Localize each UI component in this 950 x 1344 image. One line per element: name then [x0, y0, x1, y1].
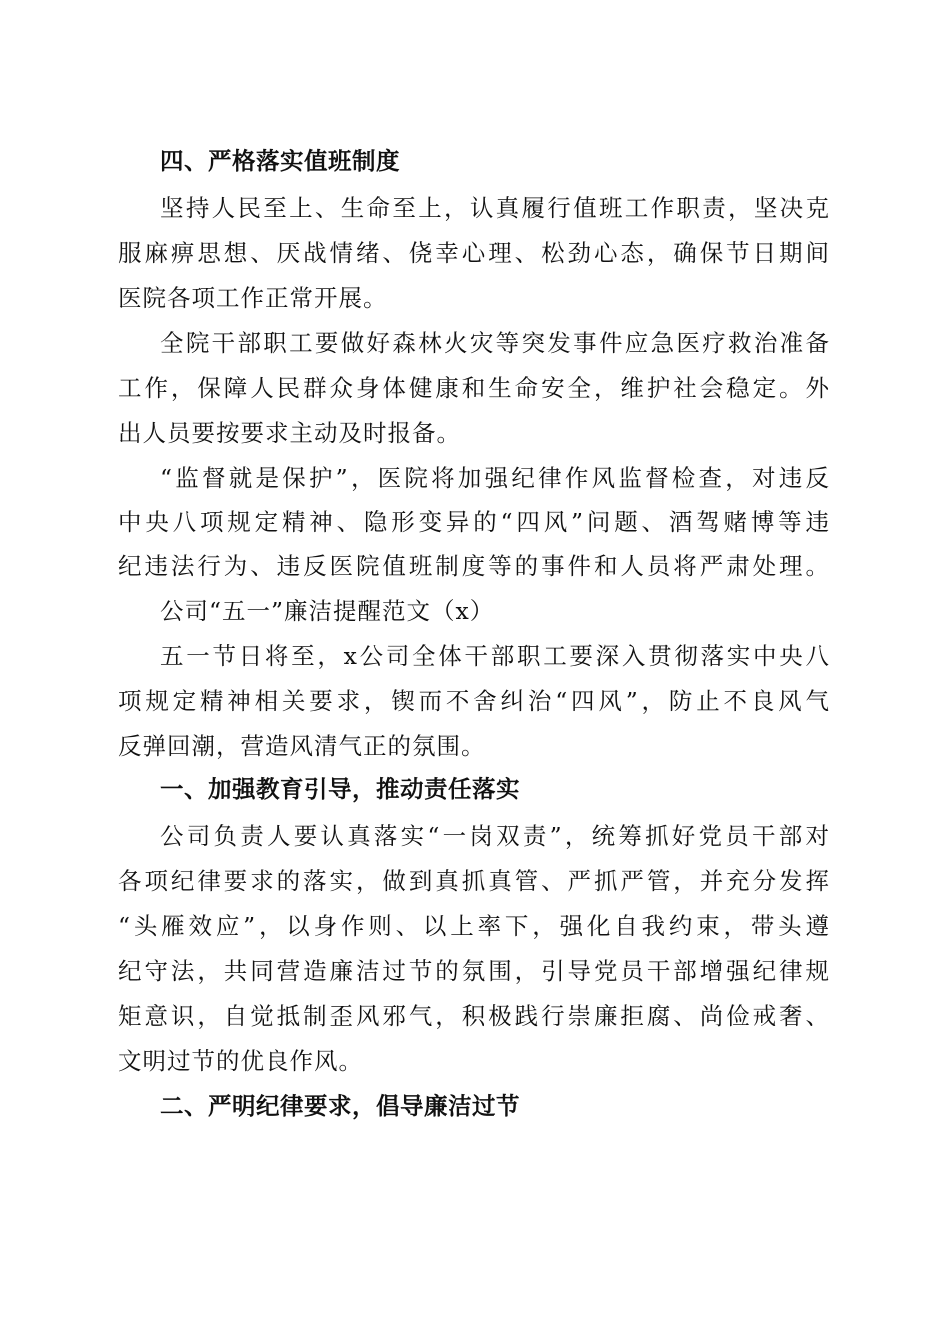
paragraph-line: 纪守法，共同营造廉洁过节的氛围，引导党员干部增强纪律规 [118, 957, 830, 985]
paragraph-line: 项规定精神相关要求，锲而不舍纠治“四风”，防止不良风气 [118, 687, 830, 715]
paragraph-line: “头雁效应”，以身作则、以上率下，强化自我约束，带头遵 [118, 912, 830, 940]
paragraph-line: 医院各项工作正常开展。 [118, 284, 388, 312]
paragraph-line: 服麻痹思想、厌战情绪、侥幸心理、松劲心态，确保节日期间 [118, 239, 830, 267]
paragraph-line: 纪违法行为、违反医院值班制度等的事件和人员将严肃处理。 [118, 552, 830, 580]
paragraph-line: 全院干部职工要做好森林火灾等突发事件应急医疗救治准备 [160, 329, 830, 357]
paragraph-line: 矩意识，自觉抵制歪风邪气，积极践行崇廉拒腐、尚俭戒奢、 [118, 1002, 830, 1030]
subtitle-line: 公司“五一”廉洁提醒范文（x） [160, 597, 495, 625]
section-heading-1: 一、加强教育引导，推动责任落实 [160, 775, 520, 803]
paragraph-line: 反弹回潮，营造风清气正的氛围。 [118, 732, 486, 760]
paragraph-line: 出人员要按要求主动及时报备。 [118, 419, 461, 447]
paragraph-line: “监督就是保护”，医院将加强纪律作风监督检查，对违反 [160, 464, 830, 492]
paragraph-line: 坚持人民至上、生命至上，认真履行值班工作职责，坚决克 [160, 194, 830, 222]
paragraph-line: 各项纪律要求的落实，做到真抓真管、严抓严管，并充分发挥 [118, 867, 830, 895]
section-heading-2: 二、严明纪律要求，倡导廉洁过节 [160, 1092, 520, 1120]
paragraph-line: 中央八项规定精神、隐形变异的“四风”问题、酒驾赌博等违 [118, 508, 830, 536]
paragraph-line: 文明过节的优良作风。 [118, 1047, 363, 1075]
paragraph-line: 公司负责人要认真落实“一岗双责”，统筹抓好党员干部对 [160, 822, 830, 850]
section-heading-4: 四、严格落实值班制度 [160, 147, 400, 175]
paragraph-line: 五一节日将至，x公司全体干部职工要深入贯彻落实中央八 [160, 642, 830, 670]
paragraph-line: 工作，保障人民群众身体健康和生命安全，维护社会稳定。外 [118, 374, 830, 402]
